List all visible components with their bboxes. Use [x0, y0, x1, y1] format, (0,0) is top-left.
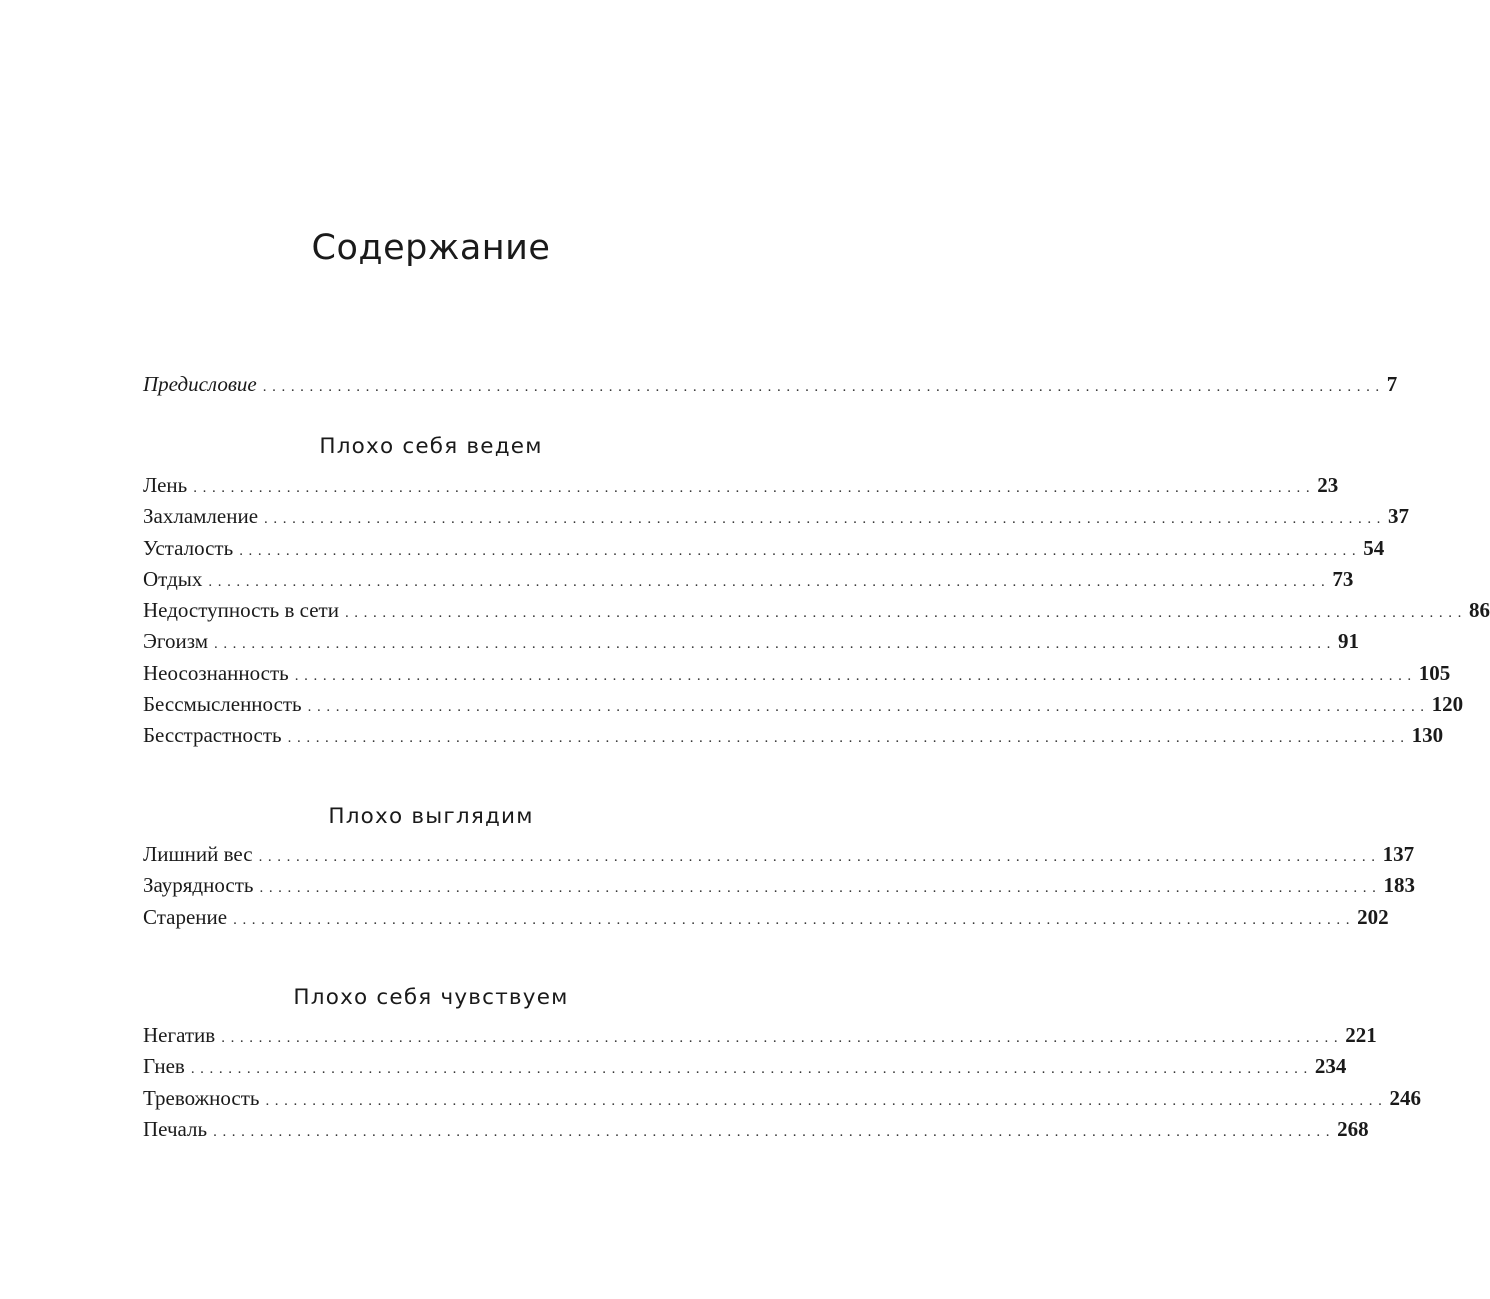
toc-entry-label: Лень	[143, 473, 188, 497]
dot-leader: ........................................................................................................................	[258, 849, 1381, 865]
toc-entry-page: 7	[1386, 372, 1398, 396]
toc-entry-page: 246	[1389, 1085, 1421, 1110]
toc-entry[interactable]	[143, 1085, 1421, 1117]
toc-entry-label: Усталость	[143, 535, 234, 560]
toc-entry[interactable]	[143, 473, 1339, 504]
dot-leader: ........................................................................................................................	[344, 605, 1467, 622]
toc-entry-label: Тревожность	[143, 1085, 260, 1110]
toc-entry-page: 202	[1357, 904, 1389, 929]
toc-entry-page: 105	[1418, 660, 1451, 685]
toc-section-list	[143, 473, 1490, 755]
toc-entry[interactable]	[143, 372, 1398, 403]
toc-entry-label: Бессмысленность	[143, 692, 302, 717]
section-heading: Плохо себя ведем	[319, 434, 543, 459]
toc-entry[interactable]	[143, 692, 1464, 723]
toc-entry-label: Неосознанность	[143, 660, 289, 685]
toc-entry-page: 234	[1314, 1054, 1347, 1079]
page-title: Содержание	[311, 228, 551, 268]
dot-leader: ........................................................................................................................	[287, 730, 1410, 747]
toc-entry-label: Предисловие	[143, 372, 257, 396]
toc-entry[interactable]	[143, 1054, 1347, 1085]
dot-leader: ........................................................................................................................	[190, 1061, 1313, 1078]
toc-entry[interactable]	[143, 1116, 1369, 1148]
dot-leader: ........................................................................................................................	[264, 511, 1387, 528]
dot-leader: ........................................................................................................................	[213, 636, 1336, 653]
toc-entry-page: 54	[1363, 535, 1385, 560]
toc-entry[interactable]	[143, 629, 1359, 660]
toc-entry[interactable]	[143, 535, 1385, 567]
toc-entry-page: 73	[1332, 566, 1354, 591]
toc-entry-page: 86	[1468, 598, 1490, 623]
toc-entry-page: 23	[1317, 473, 1339, 497]
toc-section-list	[143, 1023, 1421, 1148]
dot-leader: ........................................................................................................................	[259, 880, 1382, 897]
toc-entry-label: Захламление	[143, 504, 259, 529]
toc-entry[interactable]	[143, 904, 1389, 936]
toc-entry-page: 91	[1337, 629, 1359, 654]
toc-entry[interactable]	[143, 598, 1490, 629]
dot-leader: ........................................................................................................................	[262, 379, 1385, 395]
toc-entry[interactable]	[143, 1023, 1377, 1054]
dot-leader: ........................................................................................................................	[233, 911, 1356, 928]
dot-leader: ........................................................................................................................	[307, 699, 1430, 716]
toc-entry-label: Эгоизм	[143, 629, 208, 654]
toc-entry[interactable]	[143, 566, 1354, 598]
section-heading: Плохо себя чувствуем	[293, 985, 569, 1010]
toc-preface	[143, 372, 1398, 403]
dot-leader: ........................................................................................................................	[208, 573, 1331, 590]
section-heading: Плохо выглядим	[328, 804, 534, 829]
dot-leader: ........................................................................................................................	[294, 667, 1417, 684]
toc-entry-page: 183	[1383, 873, 1415, 898]
dot-leader: ........................................................................................................................	[213, 1123, 1336, 1140]
toc-entry[interactable]	[143, 660, 1451, 692]
toc-entry[interactable]	[143, 723, 1444, 754]
dot-leader: ........................................................................................................................	[193, 480, 1316, 496]
toc-entry-page: 221	[1345, 1023, 1377, 1047]
toc-entry-page: 268	[1337, 1116, 1369, 1141]
dot-leader: ........................................................................................................................	[221, 1030, 1344, 1046]
toc-entry[interactable]	[143, 504, 1410, 535]
dot-leader: ........................................................................................................................	[265, 1092, 1388, 1109]
toc-entry-label: Гнев	[143, 1054, 185, 1079]
toc-entry[interactable]	[143, 842, 1415, 873]
toc-entry-page: 130	[1411, 723, 1444, 748]
toc-entry[interactable]	[143, 873, 1415, 904]
toc-entry-label: Бесстрастность	[143, 723, 282, 748]
toc-entry-label: Недоступность в сети	[143, 598, 339, 623]
toc-entry-label: Отдых	[143, 566, 203, 591]
toc-entry-label: Печаль	[143, 1116, 208, 1141]
toc-entry-label: Лишний вес	[143, 842, 253, 866]
toc-section-list	[143, 842, 1415, 936]
toc-entry-label: Заурядность	[143, 873, 254, 898]
toc-entry-page: 37	[1388, 504, 1410, 529]
dot-leader: ........................................................................................................................	[239, 542, 1362, 559]
toc-entry-label: Старение	[143, 904, 228, 929]
toc-entry-page: 137	[1382, 842, 1415, 866]
toc-entry-label: Негатив	[143, 1023, 216, 1047]
toc-entry-page: 120	[1431, 692, 1464, 717]
